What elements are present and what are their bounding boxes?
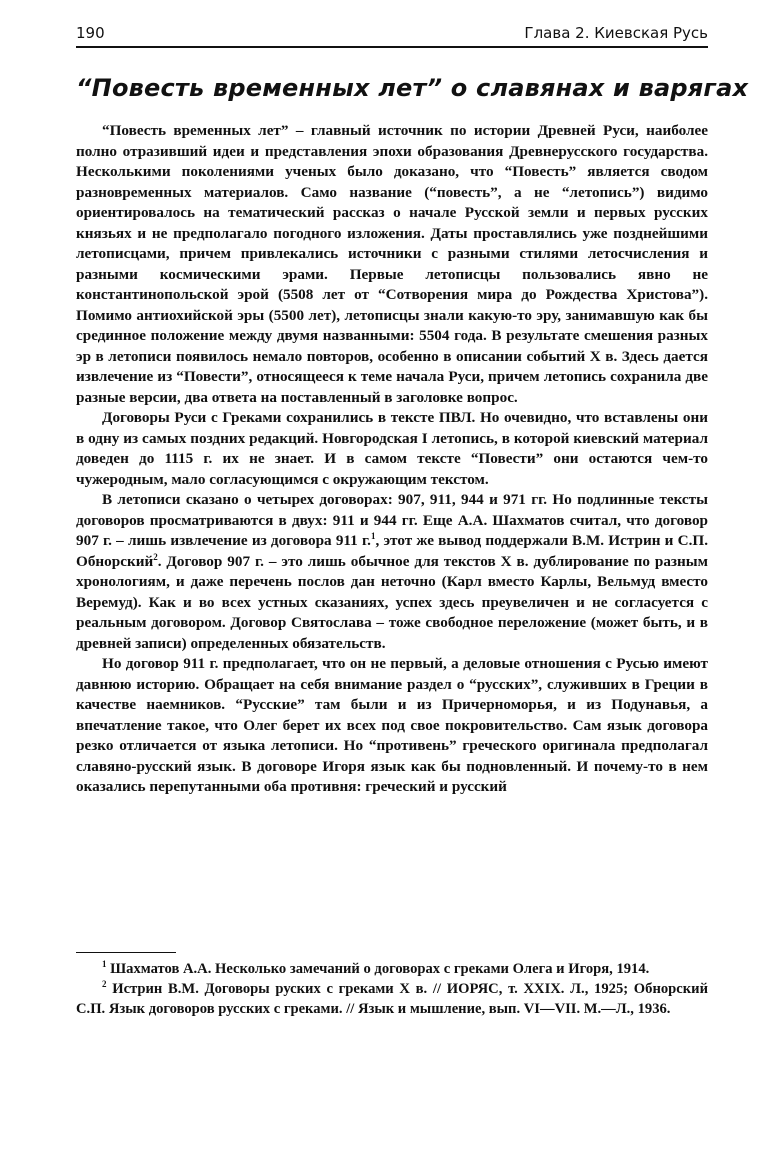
- footnote-1: [76, 959, 708, 979]
- footnote-2-text: Истрин В.М. Договоры руских с греками X в. // ИОРЯС, т. XXIX. Л., 1925; Обнорский С.П. Язык договоров русских с греками. // Язык и мышление, вып. VI—VII. М.—Л., 1936.: [76, 981, 708, 1017]
- footnote-1-text: Шахматов А.А. Несколько замечаний о договорах с греками Олега и Игоря, 1914.: [110, 961, 650, 977]
- paragraph-3: [76, 490, 708, 654]
- body-text: [76, 121, 708, 798]
- footnote-separator: [76, 952, 176, 953]
- footnote-ref-1[interactable]: 1: [370, 530, 376, 541]
- paragraph-3-part-1: В летописи сказано о четырех договорах: 907, 911, 944 и 971 гг. Но подлинные тексты договоров просматриваются в двух: 911 и 944 гг. Еще А.А. Шахматов считал, что договор 907 г. – лишь извлечение из договора 911 г.: [76, 491, 708, 549]
- paragraph-3-part-3: . Договор 907 г. – это лишь обычное для текстов X в. дублирование по разным хронологиям, и даже перечень послов дан неточно (Карл вместо Карлы, Вельмуд вместо Веремуд). Как и во всех устных сказаниях, успех здесь преувеличен и не согласуется с реальным договором. Договор Святослава – тоже свободное переложение (может быть, и в древней записи) определенных обязательств.: [76, 552, 708, 652]
- chapter-title: Глава 2. Киевская Русь: [524, 24, 708, 42]
- footnotes: [76, 959, 708, 1019]
- footnote-ref-2[interactable]: 2: [153, 551, 158, 562]
- footnote-2: [76, 979, 708, 1019]
- footnote-mark-1: 1: [102, 959, 107, 970]
- paragraph-3-part-2: , этот же вывод поддержали В.М. Истрин и С.П. Обнорский: [76, 532, 708, 570]
- page-number: 190: [76, 24, 105, 42]
- paragraph-4: Но договор 911 г. предполагает, что он не первый, а деловые отношения с Русью имеют давнюю историю. Обращает на себя внимание раздел о “русских”, служивших в Греции в качестве наемников. “Русские” там были и из Причерноморья, и из Подунавья, а впечатление такое, что Олег берет их всех под свое покровительство. Сам язык договора резко отличается от языка летописи. Но “противень” греческого оригинала предполагал славяно-русский язык. В договоре Игоря язык как бы подновленный. И почему-то в нем оказались перепутанными оба противня: греческий и русский: [76, 655, 708, 795]
- paragraph-1: “Повесть временных лет” – главный источник по истории Древней Руси, наиболее полно отразивший идеи и представления эпохи образования Древнерусского государства. Несколькими поколениями ученых было доказано, что “Повесть” является сводом разновременных материалов. Само название (“повесть”, а не “летопись”) видимо ориентировалось на тематический рассказ о начале Русской земли и первых русских князьях и не предполагало погодного изложения. Даты проставлялись уже позднейшими летописцами, причем привлекались источники с разными стилями летосчисления и разными космическими эрами. Первые летописцы пользовались явно не константинопольской эрой (5508 лет от “Сотворения мира до Рождества Христова”). Помимо антиохийской эры (5500 лет), летописцы знали какую-то эру, занимавшую как бы срединное положение между двумя названными: 5504 года. В результате смешения разных эр в летописи появилось немало повторов, особенно в описании событий X в. Здесь дается извлечение из “Повести”, относящееся к теме начала Руси, причем летопись сохранила две разные версии, два ответа на поставленный в заголовке вопрос.: [76, 122, 708, 406]
- footnote-mark-2: 2: [102, 979, 107, 990]
- running-header: [76, 20, 708, 48]
- section-heading: “Повесть временных лет” о славянах и варягах: [76, 74, 749, 102]
- paragraph-2: Договоры Руси с Греками сохранились в тексте ПВЛ. Но очевидно, что вставлены они в одну из самых поздних редакций. Новгородская I летопись, в которой киевский материал доведен до 1115 г. их не знает. И в самом тексте “Повести” они остаются чем-то чужеродным, мало согласующимся с окружающим текстом.: [76, 409, 708, 488]
